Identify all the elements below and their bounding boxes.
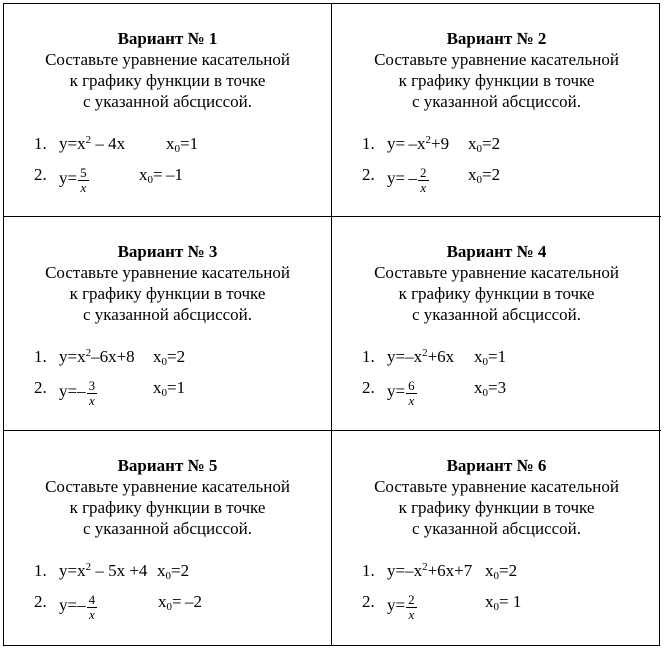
exponent: 2 [422,561,428,573]
abscissa [485,592,521,612]
abscissa [158,592,202,612]
abscissa-subscript: 0 [482,356,488,368]
abscissa [153,378,185,398]
denominator: x [80,180,87,195]
denominator: x [408,607,415,622]
instruction-line-1: Составьте уравнение касательной [45,263,290,282]
abscissa-subscript: 0 [174,143,180,155]
function-prefix: y= [387,595,406,615]
function-prefix: y= [59,168,78,188]
abscissa-subscript: 0 [493,570,499,582]
instruction-line-1: Составьте уравнение касательной [45,50,290,69]
function-expression [59,378,97,407]
function-expression [59,347,135,367]
function-prefix: y=– [59,381,86,401]
instruction-line-2: к графику функции в точке [398,284,595,303]
task-number: 1. [34,134,47,153]
variant-header [4,455,331,539]
variant-title: Вариант № 6 [446,456,547,475]
variant-title: Вариант № 2 [446,29,547,48]
abscissa-value: =1 [167,378,186,397]
abscissa-value: =1 [488,347,507,366]
abscissa-var: x [485,592,494,611]
abscissa-value: = –1 [153,165,183,184]
denominator: x [88,607,95,622]
fraction [87,593,98,622]
abscissa [139,165,183,185]
abscissa-var: x [153,378,162,397]
instruction-line-3: с указанной абсциссой. [82,519,253,538]
function-rest: – 4x [91,134,126,153]
task-number: 2. [362,378,375,397]
variant-header [4,241,331,325]
abscissa-var: x [474,347,483,366]
numerator: 2 [420,165,427,180]
task-number: 1. [34,347,47,366]
function-prefix: y=x [59,561,86,580]
abscissa-subscript: 0 [161,387,167,399]
instruction-line-2: к графику функции в точке [398,498,595,517]
function-prefix: y=–x [387,561,423,580]
abscissa-value: =3 [488,378,507,397]
function-prefix: y= –x [387,134,426,153]
abscissa [153,347,185,367]
abscissa-subscript: 0 [476,143,482,155]
abscissa [166,134,198,154]
numerator: 5 [80,165,87,180]
function-expression [387,165,429,194]
fraction [78,166,89,195]
abscissa-value: =2 [482,165,501,184]
task-number: 2. [34,378,47,397]
task-number: 1. [362,561,375,580]
variant-card-5 [4,431,332,645]
instruction-line-3: с указанной абсциссой. [411,305,582,324]
abscissa-subscript: 0 [147,174,153,186]
abscissa-value: =2 [499,561,518,580]
abscissa-var: x [158,592,167,611]
task-number: 1. [362,347,375,366]
instruction-line-1: Составьте уравнение касательной [374,263,619,282]
abscissa-value: = –2 [172,592,202,611]
variants-table [3,3,660,646]
function-prefix: y=x [59,134,86,153]
function-prefix: y=– [59,595,86,615]
function-rest: +6x [427,347,455,366]
instruction-line-2: к графику функции в точке [69,284,266,303]
variant-title: Вариант № 3 [117,242,218,261]
abscissa-subscript: 0 [166,601,172,613]
function-prefix: y= [387,381,406,401]
instruction-line-3: с указанной абсциссой. [411,519,582,538]
variant-header [332,455,661,539]
abscissa [485,561,517,581]
function-rest: +9 [431,134,450,153]
function-expression [59,134,125,154]
function-prefix: y=–x [387,347,423,366]
function-prefix: y= – [387,168,417,188]
variant-header [332,241,661,325]
numerator: 3 [88,378,96,393]
task-number: 2. [34,592,47,611]
fraction [87,379,98,408]
abscissa-var: x [153,347,162,366]
instruction-line-2: к графику функции в точке [398,71,595,90]
instruction-line-3: с указанной абсциссой. [82,92,253,111]
exponent: 2 [422,347,428,359]
abscissa [474,347,506,367]
function-expression [59,592,97,621]
function-rest: – 5x +4 [91,561,148,580]
task-number: 1. [362,134,375,153]
abscissa-var: x [468,165,477,184]
function-expression [387,134,449,154]
task-number: 2. [362,165,375,184]
instruction-line-1: Составьте уравнение касательной [45,477,290,496]
abscissa-var: x [157,561,166,580]
task-number: 1. [34,561,47,580]
abscissa-var: x [485,561,494,580]
abscissa [468,165,500,185]
abscissa-value: =2 [171,561,190,580]
abscissa-value: =1 [180,134,199,153]
function-prefix: y=x [59,347,86,366]
function-expression [387,347,454,367]
fraction [418,166,429,195]
abscissa [468,134,500,154]
abscissa-var: x [166,134,175,153]
variant-title: Вариант № 1 [117,29,218,48]
fraction [406,593,417,622]
abscissa-value: =2 [482,134,501,153]
abscissa-value: =2 [167,347,186,366]
abscissa-var: x [468,134,477,153]
abscissa-var: x [139,165,148,184]
numerator: 4 [88,592,96,607]
instruction-line-1: Составьте уравнение касательной [374,477,619,496]
function-expression [387,378,417,407]
task-number: 2. [34,165,47,184]
abscissa-subscript: 0 [165,570,171,582]
variant-card-6 [332,431,661,645]
numerator: 6 [408,378,415,393]
variant-card-2 [332,4,661,217]
denominator: x [420,180,427,195]
fraction [406,379,417,408]
exponent: 2 [85,347,92,359]
instruction-line-2: к графику функции в точке [69,71,266,90]
variant-title: Вариант № 4 [446,242,547,261]
function-expression [387,561,472,581]
function-expression [59,165,89,194]
abscissa-subscript: 0 [482,387,488,399]
variant-card-3 [4,217,332,431]
abscissa-var: x [474,378,483,397]
numerator: 2 [408,592,415,607]
abscissa [157,561,189,581]
variant-header [332,28,661,112]
function-rest: –6x+8 [91,347,135,366]
exponent: 2 [425,134,431,146]
function-rest: +6x+7 [427,561,473,580]
abscissa-subscript: 0 [161,356,167,368]
abscissa-subscript: 0 [476,174,482,186]
instruction-line-2: к графику функции в точке [69,498,266,517]
task-number: 2. [362,592,375,611]
denominator: x [88,393,95,408]
exponent: 2 [85,561,92,573]
abscissa [474,378,506,398]
exponent: 2 [85,134,92,146]
instruction-line-1: Составьте уравнение касательной [374,50,619,69]
variant-header [4,28,331,112]
instruction-line-3: с указанной абсциссой. [82,305,253,324]
function-expression [387,592,417,621]
denominator: x [408,393,415,408]
instruction-line-3: с указанной абсциссой. [411,92,582,111]
variant-title: Вариант № 5 [117,456,218,475]
abscissa-subscript: 0 [493,601,499,613]
abscissa-value: = 1 [499,592,522,611]
variant-card-4 [332,217,661,431]
variant-card-1 [4,4,332,217]
function-expression [59,561,147,581]
